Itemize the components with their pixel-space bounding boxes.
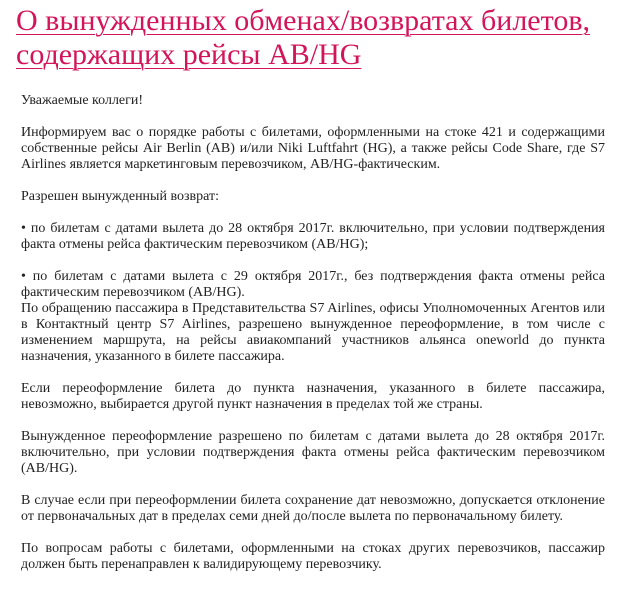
date-deviation-paragraph: В случае если при переоформлении билета сохранение дат невозможно, допускается отклонение от первоначальных дат в пределах семи дней до/после вылета по первоначальному билету. <box>21 493 605 524</box>
page-title: О вынужденных обменах/возвратах билетов, содержащих рейсы AB/HG <box>16 4 590 71</box>
alt-destination-paragraph: Если переоформление билета до пункта назначения, указанного в билете пассажира, невозможно, выбирается другой пункт назначения в пределах той же страны. <box>21 381 605 412</box>
bullet-item: • по билетам с датами вылета до 28 октября 2017г. включительно, при условии подтверждения факта отмены рейса фактическим перевозчиком (AB/HG); <box>21 221 605 252</box>
article-body <box>21 93 605 573</box>
reissue-paragraph: По обращению пассажира в Представительства S7 Airlines, офисы Уполномоченных Агентов или в Контактный центр S7 Airlines, разрешено вынужденное переоформление, в том числе с изменением маршрута, на рейсы авиакомпаний участников альянса oneworld до пункта назначения, указанного в билете пассажира. <box>21 301 605 364</box>
refund-heading: Разрешен вынужденный возврат: <box>21 189 219 204</box>
reissue-allowed-paragraph: Вынужденное переоформление разрешено по билетам с датами вылета до 28 октября 2017г. включительно, при условии подтверждения факта отмены рейса фактическим перевозчиком (AB/HG). <box>21 429 605 476</box>
bullet-item: • по билетам с датами вылета с 29 октября 2017г., без подтверждения факта отмены рейса фактическим перевозчиком (AB/HG). <box>21 269 605 300</box>
greeting-paragraph: Уважаемые коллеги! <box>21 93 144 108</box>
other-carriers-paragraph: По вопросам работы с билетами, оформленными на стоках других перевозчиков, пассажир должен быть перенаправлен к валидирующему перевозчику. <box>21 541 605 572</box>
intro-paragraph: Информируем вас о порядке работы с билетами, оформленными на стоке 421 и содержащими собственные рейсы Air Berlin (AB) и/или Niki Luftfahrt (HG), а также рейсы Code Share, где S7 Airlines является маркетинговым перевозчиком, AB/HG-фактическим. <box>21 125 605 172</box>
